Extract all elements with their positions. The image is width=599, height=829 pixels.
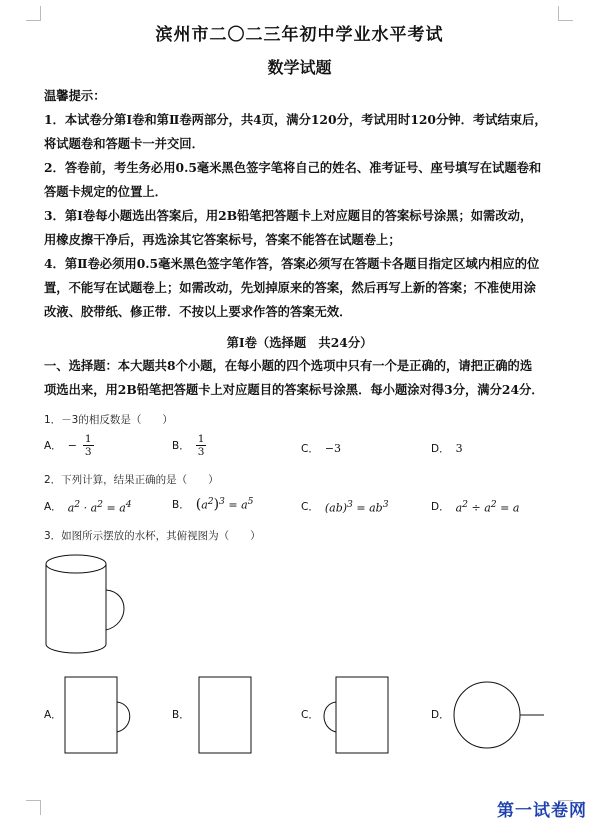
fraction (196, 433, 207, 458)
expression: $(a^2)^3 = a^5$ (195, 496, 254, 513)
section-intro-line: 一、选择题：本大题共8个小题，在每小题的四个选项中只有一个是正确的，请把正确的选 (44, 358, 533, 373)
section-title: 第Ⅰ卷（选择题 共24分） (226, 335, 373, 350)
q3-option-b-label[interactable]: B． (172, 709, 190, 721)
crop-mark-bottom-left (26, 800, 41, 815)
q3-option-d-figure[interactable] (452, 680, 548, 752)
option-label: A． (44, 440, 62, 452)
notice-heading: 温馨提示： (44, 88, 106, 103)
notice-line: 3．第Ⅰ卷每小题选出答案后，用2B铅笔把答题卡上对应题目的答案标号涂黑；如需改动， (44, 208, 533, 223)
notice-line: 将试题卷和答题卡一并交回． (44, 136, 204, 151)
expression: $(ab)^3 = ab^3$ (324, 499, 389, 515)
q1-option-a[interactable] (44, 433, 94, 458)
option-label: A． (44, 501, 62, 514)
cup-base (46, 644, 106, 653)
q2-option-b[interactable] (172, 496, 253, 513)
q2-option-d[interactable] (431, 499, 519, 515)
crop-mark-top-left (26, 6, 41, 21)
option-label: B． (172, 498, 190, 511)
question-1-stem: 1．－3的相反数是（ ） (44, 414, 173, 426)
q3-option-a-figure[interactable] (64, 676, 134, 756)
section-intro (44, 354, 564, 402)
q1-option-c[interactable] (301, 441, 341, 456)
option-label: D． (431, 443, 450, 455)
option-label: D． (431, 501, 450, 514)
q3-option-b-figure[interactable] (198, 676, 254, 756)
fraction-denominator: 3 (197, 446, 205, 458)
notice-block (44, 84, 564, 324)
q2-option-a[interactable] (44, 499, 132, 515)
question-2-stem: 2．下列计算，结果正确的是（ ） (44, 474, 219, 486)
q3-option-d-label[interactable]: D． (431, 709, 450, 721)
question-3-stem: 3．如图所示摆放的水杯，其俯视图为（ ） (44, 530, 261, 542)
fraction-sign: − (67, 439, 77, 452)
notice-line: 1．本试卷分第Ⅰ卷和第Ⅱ卷两部分，共4页，满分120分，考试用时120分钟．考试结束后， (44, 112, 547, 127)
option-value: −3 (324, 442, 342, 455)
exam-title: 滨州市二〇二三年初中学业水平考试 (155, 25, 444, 45)
fraction (83, 433, 94, 458)
cup-handle (106, 590, 124, 630)
notice-line: 置，不能写在试题卷上；如需改动，先划掉原来的答案，然后再写上新的答案；不准使用涂 (44, 280, 536, 295)
expression: $a^2 \div a^2 = a$ (455, 499, 520, 515)
q1-option-d[interactable] (431, 441, 463, 456)
notice-line: 用橡皮擦干净后，再选涂其它答案标号，答案不能答在试题卷上； (44, 232, 401, 247)
cup-figure (44, 552, 134, 662)
section-intro-line: 项选出来，用2B铅笔把答题卡上对应题目的答案标号涂黑．每小题涂对得3分，满分24分． (44, 382, 544, 397)
exam-subtitle: 数学试题 (267, 58, 332, 77)
notice-line: 2．答卷前，考生务必用0.5毫米黑色签字笔将自己的姓名、准考证号、座号填写在试题卷和 (44, 160, 542, 175)
option-label: C． (301, 501, 319, 514)
option-label: C． (301, 443, 319, 455)
q1-option-b[interactable] (172, 433, 206, 458)
crop-mark-top-right (558, 6, 573, 21)
fraction-denominator: 3 (84, 446, 92, 458)
fraction-numerator: 1 (197, 433, 205, 445)
q3-option-c-label[interactable]: C． (301, 709, 319, 721)
notice-line: 改液、胶带纸、修正带．不按以上要求作答的答案无效． (44, 304, 352, 319)
option-value: 3 (455, 442, 463, 455)
notice-line: 4．第Ⅱ卷必须用0.5毫米黑色签字笔作答，答案必须写在答题卡各题目指定区域内相应的位 (44, 256, 540, 271)
watermark-logo: 第一试卷网 (497, 801, 587, 821)
q2-option-c[interactable] (301, 499, 389, 515)
q3-option-c-figure[interactable] (318, 676, 390, 756)
option-label: B． (172, 440, 190, 452)
cup-rim (46, 555, 106, 573)
q3-option-a-label[interactable]: A． (44, 709, 62, 721)
fraction-numerator: 1 (84, 433, 92, 445)
expression: $a^2 \cdot a^2 = a^4$ (67, 499, 132, 515)
notice-line: 答题卡规定的位置上． (44, 184, 167, 199)
